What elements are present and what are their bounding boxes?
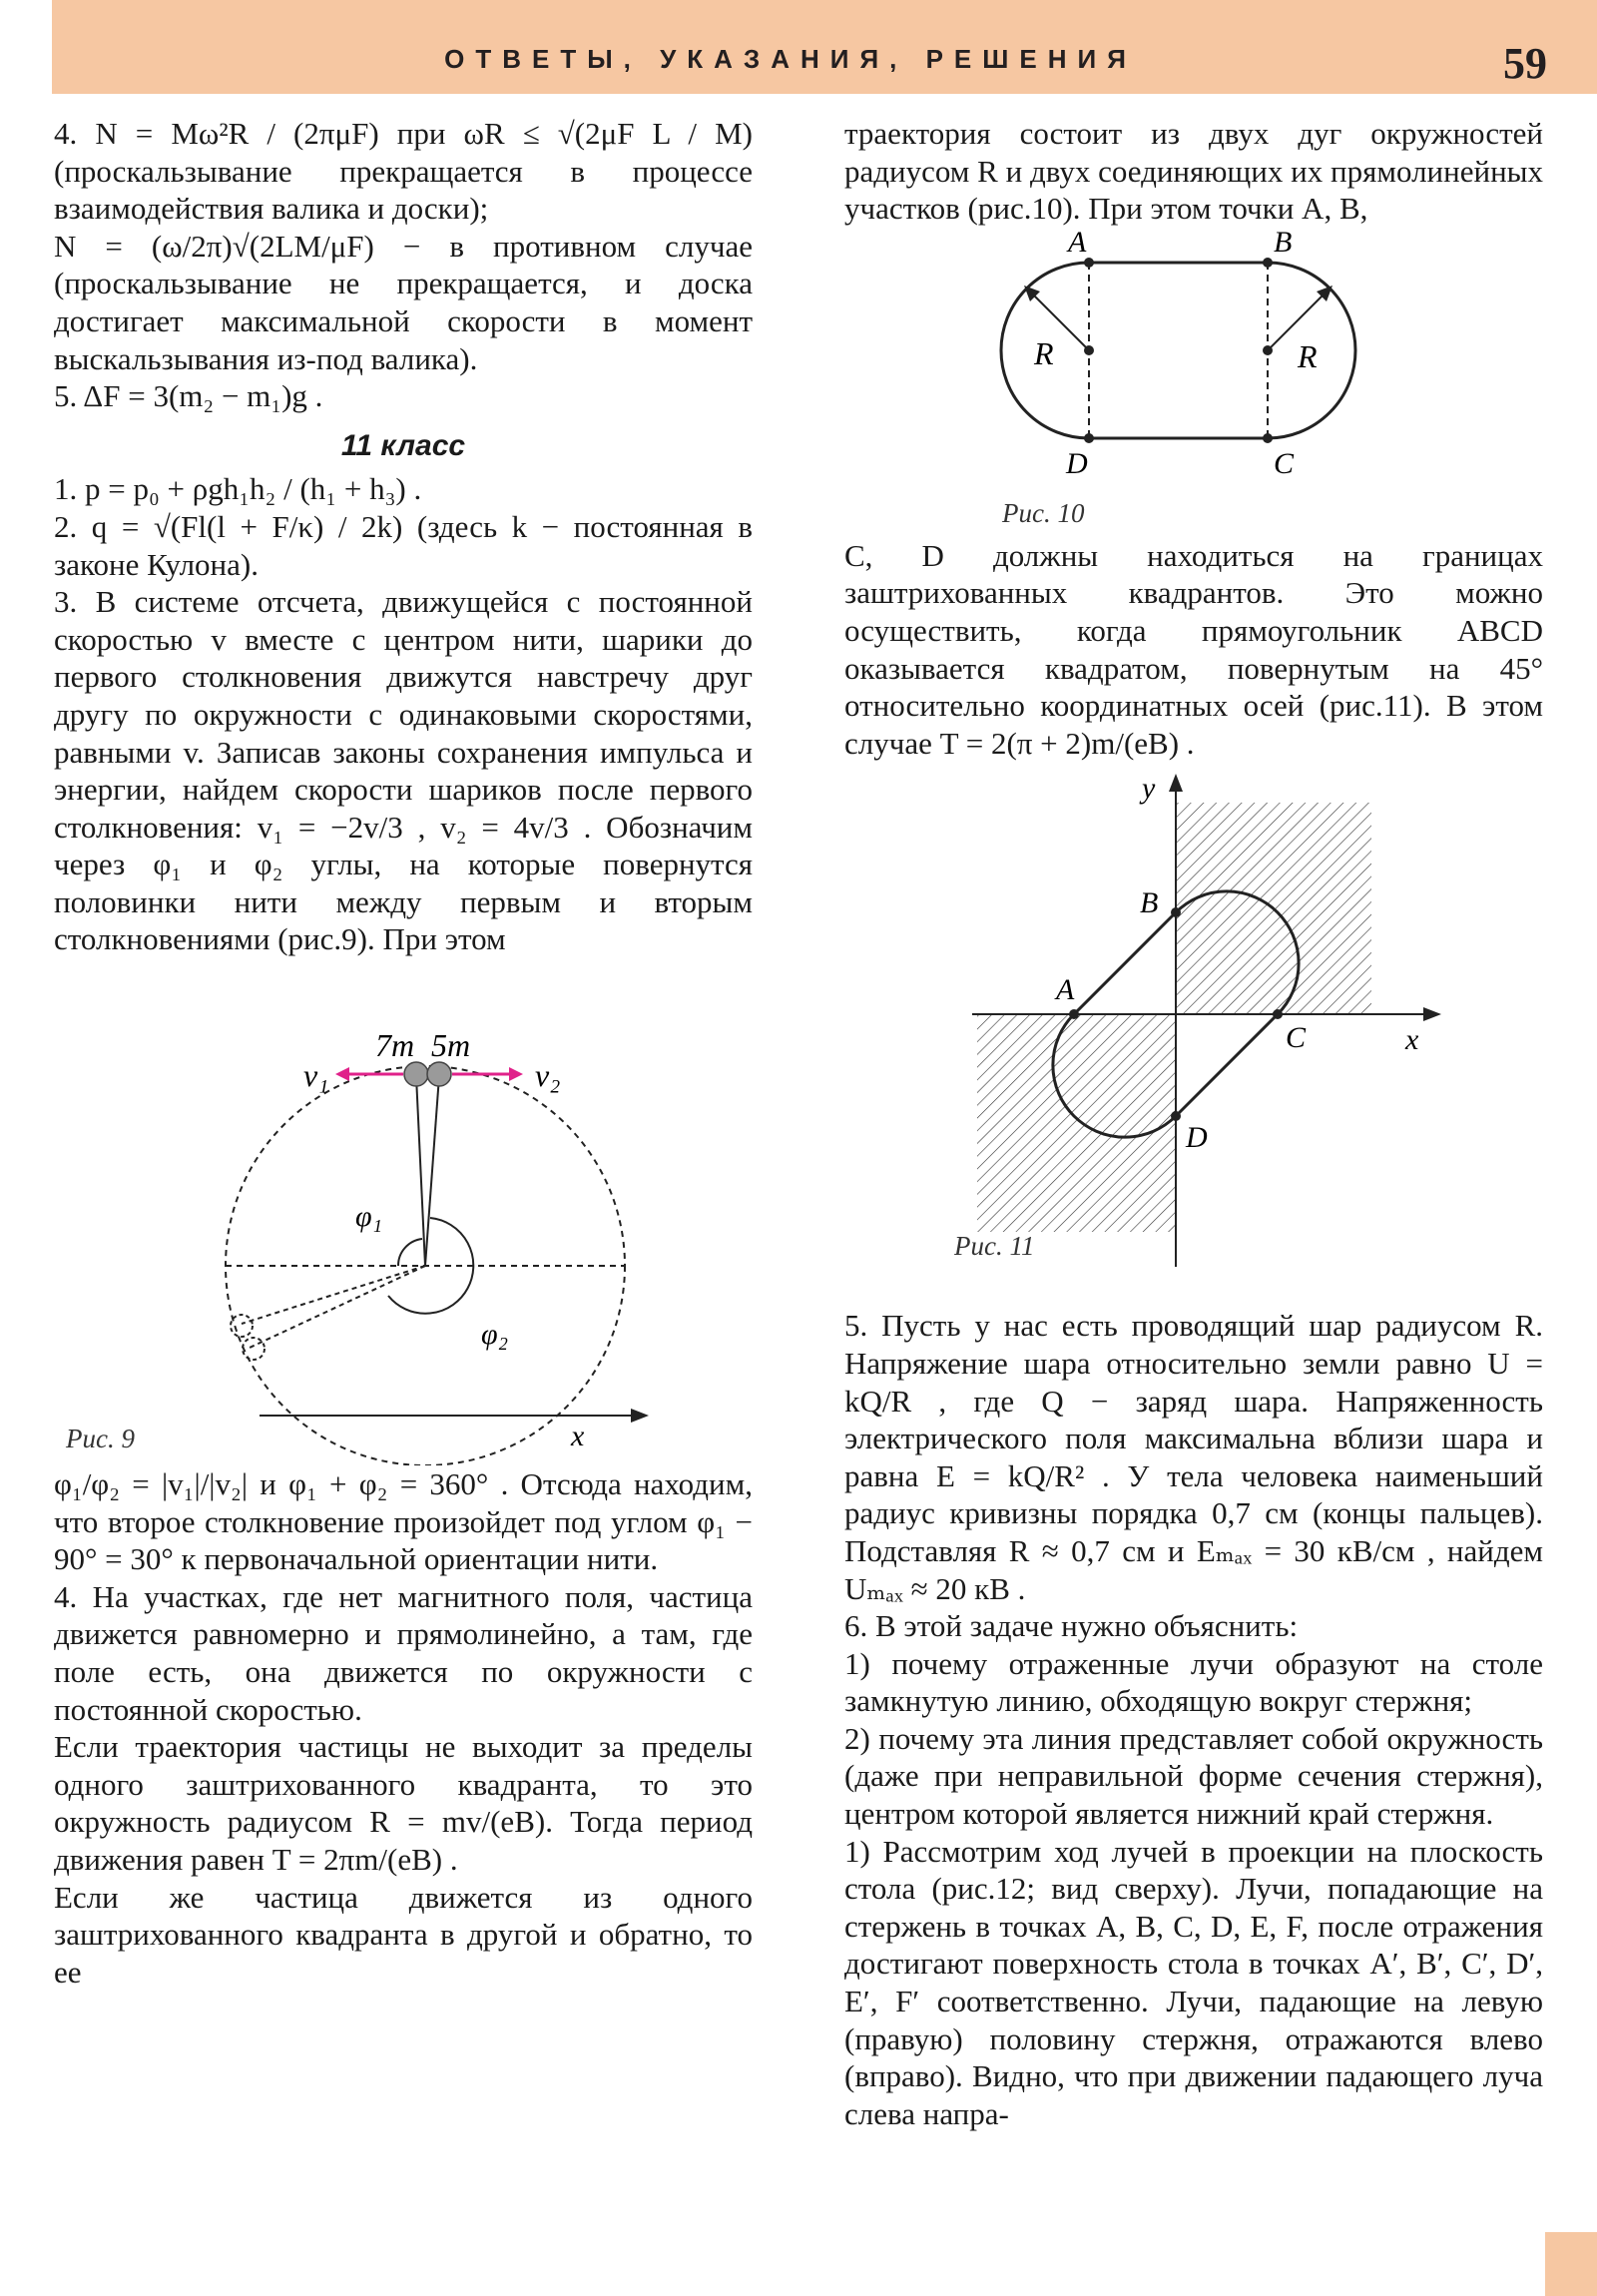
answer-11-4-case1: Если траектория частицы не выходит за пределы одного заштрихованного квадранта, то это окружность радиусом R = mv/(eB). Тогда период движения равен T = 2πm/(eB) . <box>54 1729 753 1877</box>
y-axis-arrowhead <box>1169 774 1183 792</box>
fig11-caption: Рис. 11 <box>954 1231 1035 1262</box>
label-D: D <box>1066 446 1088 480</box>
segment-AB <box>1074 912 1176 1014</box>
answer-4-part1: 4. N = Mω²R / (2πμF) при ωR ≤ √(2μF L / M) (проскальзывание прекращается в процессе взаимодействия валика и доски); <box>54 116 753 227</box>
answer-11-4-case2: Если же частица движется из одного заштрихованного квадранта в другой и обратно, то ее <box>54 1879 753 1990</box>
answer-11-2: 2. q = √(Fl(l + F/κ) / 2k) (здесь k − постоянная в законе Кулона). <box>54 508 753 582</box>
label-phi1: φ₁ <box>355 1200 383 1234</box>
left-column <box>54 115 753 1991</box>
phi1-arc <box>398 1239 422 1266</box>
figure-9 <box>54 966 753 1465</box>
x-axis-arrowhead <box>631 1409 649 1423</box>
right-column <box>844 115 1543 2132</box>
label-y: y <box>1142 772 1156 806</box>
page-corner-tab <box>1545 2232 1597 2296</box>
label-A: A <box>1068 227 1087 259</box>
point-C <box>1263 433 1273 443</box>
figure-11 <box>844 768 1543 1307</box>
label-R-right: R <box>1298 337 1318 374</box>
label-5m: 5m <box>431 1027 471 1064</box>
answer-11-4-square: C, D должны находиться на границах заштрихованных квадрантов. Это можно осуществить, когда прямоугольник ABCD оказывается квадратом, повернутым на 45° относительно координатных осей (рис.11). В этом случае T = 2(π + 2)m/(eB) . <box>844 537 1543 761</box>
x-axis-arrowhead <box>1423 1007 1441 1021</box>
label-R-left: R <box>1034 334 1054 371</box>
header-title: ОТВЕТЫ, УКАЗАНИЯ, РЕШЕНИЯ <box>444 44 1137 74</box>
answer-11-5: 5. Пусть у нас есть проводящий шар радиусом R. Напряжение шара относительно земли равно U = kQ/R , где Q − заряд шара. Напряженность электрического поля максимальна вблизи шара и равна E = kQ/R² . У тела человека наименьший радиус кривизны порядка 0,7 см (концы пальцев). Подставляя R ≈ 0,7 см и Eₘₐₓ = 30 кВ/см , найдем Uₘₐₓ ≈ 20 кВ . <box>844 1308 1543 1606</box>
answer-11-6-item1: 1) почему отраженные лучи образуют на столе замкнутую линию, обходящую вокруг стержня; <box>844 1645 1543 1719</box>
point-C <box>1273 1009 1283 1019</box>
ball-final-1 <box>231 1315 253 1337</box>
label-C: C <box>1274 446 1295 480</box>
label-x: x <box>1405 1023 1419 1057</box>
answer-11-4-intro: 4. На участках, где нет магнитного поля, частица движется равномерно и прямолинейно, а там, где поле есть, она движется по окружности с постоянной скоростью. <box>54 1578 753 1727</box>
figure-11-svg <box>844 768 1543 1307</box>
figure-9-svg <box>54 966 753 1465</box>
answer-4-part2: N = (ω/2π)√(2LM/μF) − в противном случае (проскальзывание не прекращается, и доска достигает максимальной скорости в момент выскальзывания из-под валика). <box>54 228 753 376</box>
figure-10 <box>844 228 1543 537</box>
ball-7m <box>404 1062 428 1086</box>
arrow-v2-head <box>509 1067 523 1081</box>
answer-11-1: 1. p = p₀ + ρgh₁h₂ / (h₁ + h₃) . <box>54 471 422 507</box>
label-A: A <box>1056 973 1075 1007</box>
ball-final-2 <box>243 1338 265 1360</box>
fig9-caption: Рис. 9 <box>66 1424 135 1454</box>
point-B <box>1171 907 1181 917</box>
answer-11-4-continued: траектория состоит из двух дуг окружностей радиусом R и двух соединяющих их прямолинейных участков (рис.10). При этом точки A, B, <box>844 116 1543 227</box>
point-D <box>1171 1111 1181 1121</box>
point-B <box>1263 258 1273 268</box>
dashed-thread-1 <box>242 1266 425 1324</box>
arrow-v1-head <box>335 1067 349 1081</box>
answer-11-6: 6. В этой задаче нужно объяснить: <box>844 1608 1299 1644</box>
label-B: B <box>1274 227 1293 259</box>
ball-5m <box>427 1062 451 1086</box>
page-header <box>52 0 1597 94</box>
answer-11-3-continued: φ₁/φ₂ = |v₁|/|v₂| и φ₁ + φ₂ = 360° . Отсюда находим, что второе столкновение произойдет под углом φ₁ − 90° = 30° к первоначальной ориентации нити. <box>54 1466 753 1577</box>
label-phi2: φ₂ <box>481 1318 509 1352</box>
label-v2: v₂ <box>535 1057 561 1094</box>
hatched-quadrant-3 <box>977 1014 1176 1232</box>
label-B: B <box>1140 886 1159 920</box>
point-A <box>1084 258 1094 268</box>
point-A <box>1069 1009 1079 1019</box>
label-D: D <box>1186 1121 1208 1155</box>
page-number: 59 <box>1503 39 1547 88</box>
thread-right <box>425 1076 439 1266</box>
answer-11-6-explanation: 1) Рассмотрим ход лучей в проекции на плоскость стола (рис.12; вид сверху). Лучи, попадающие на стержень в точках A, B, C, D, E, F, после отражения достигают поверхность стола в точках A′, B′, C′, D′, E′, F′ соответственно. Лучи, падающие на левую (правую) половину стержня, отражаются влево (вправо). Видно, что при движении падающего луча слева напра- <box>844 1833 1543 2131</box>
thread-left <box>416 1076 425 1266</box>
label-C: C <box>1286 1021 1307 1055</box>
label-v1: v₁ <box>303 1057 329 1094</box>
answer-11-3: 3. В системе отсчета, движущейся с постоянной скоростью v вместе с центром нити, шарики до первого столкновения движутся навстречу друг другу по окружности с одинаковыми скоростями, равными v. Записав законы сохранения импульса и энергии, найдем скорости шариков после первого столкновения: v₁ = −2v/3 , v₂ = 4v/3 . Обозначим через φ₁ и φ₂ углы, на которые повернутся половинки нити между первым и вторым столкновениями (рис.9). При этом <box>54 584 753 957</box>
section-heading-11: 11 класс <box>340 428 466 462</box>
figure-10-svg <box>844 228 1543 537</box>
segment-CD <box>1176 1014 1278 1116</box>
label-7m: 7m <box>375 1027 415 1064</box>
answer-5: 5. ΔF = 3(m₂ − m₁)g . <box>54 378 323 414</box>
answer-11-6-item2: 2) почему эта линия представляет собой окружность (даже при неправильной форме сечения стержня), центром которой является нижний край стержня. <box>844 1720 1543 1832</box>
fig10-caption: Рис. 10 <box>1002 497 1085 528</box>
point-D <box>1084 433 1094 443</box>
dashed-thread-2 <box>250 1266 425 1348</box>
label-x: x <box>571 1420 585 1453</box>
